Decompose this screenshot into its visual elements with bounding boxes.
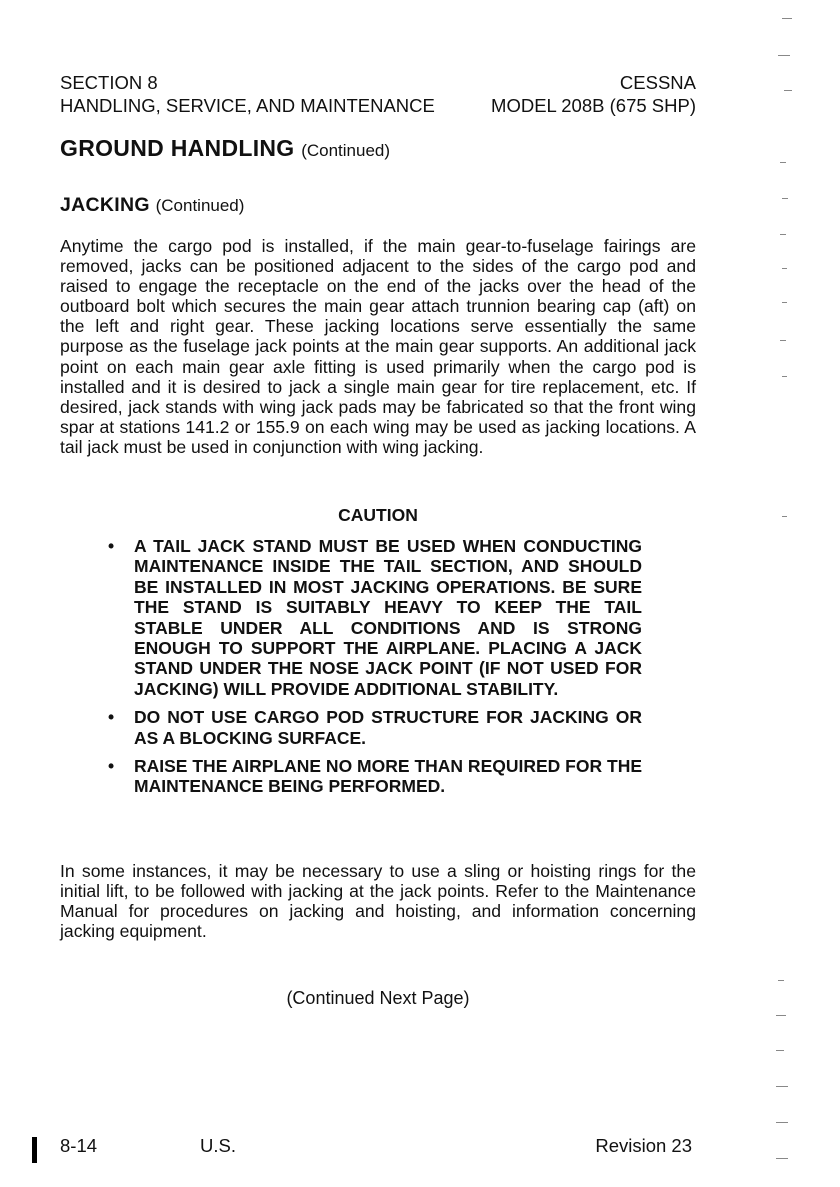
scan-mark <box>780 340 786 341</box>
caution-item-text: A TAIL JACK STAND MUST BE USED WHEN CONDUCTING MAINTENANCE INSIDE THE TAIL SECTION, AND SHOULD BE INSTALLED IN MOST JACKING OPERATIONS. BE SURE THE STAND IS SUITABLY HEAVY TO KEEP THE TAIL STABLE UNDER ALL CONDITIONS AND IS STRONG ENOUGH TO SUPPORT THE AIRPLANE. PLACING A JACK STAND UNDER THE NOSE JACK POINT (IF NOT USED FOR JACKING) WILL PROVIDE ADDITIONAL STABILITY. <box>134 536 642 699</box>
section-label: SECTION 8 <box>60 72 158 93</box>
continued-next-page: (Continued Next Page) <box>286 988 470 1008</box>
scan-mark <box>776 1086 788 1087</box>
brand-label: CESSNA <box>619 72 696 93</box>
section-heading <box>60 194 244 217</box>
scan-mark <box>780 162 786 163</box>
bullet-icon: • <box>108 756 115 777</box>
scan-mark <box>780 234 786 235</box>
caution-item <box>106 756 642 797</box>
revision-label: Revision 23 <box>595 1135 692 1156</box>
scan-mark <box>782 18 792 19</box>
section-heading-main: JACKING <box>60 194 150 216</box>
section-heading-continued: (Continued) <box>155 196 245 215</box>
scan-mark <box>782 376 787 377</box>
page-number: 8-14 <box>60 1135 98 1156</box>
scan-mark <box>782 516 787 517</box>
caution-list <box>106 536 642 805</box>
scan-mark <box>782 198 788 199</box>
scan-mark <box>776 1122 788 1123</box>
scan-mark <box>782 268 787 269</box>
scan-margin-artifacts <box>770 0 800 1187</box>
running-header-line-2 <box>60 95 696 117</box>
page-title-continued: (Continued) <box>301 141 391 160</box>
caution-item <box>106 536 642 699</box>
page-title-main: GROUND HANDLING <box>60 135 295 161</box>
scan-mark <box>782 302 787 303</box>
caution-item-text: RAISE THE AIRPLANE NO MORE THAN REQUIRED FOR THE MAINTENANCE BEING PERFORMED. <box>134 756 642 797</box>
bullet-icon: • <box>108 707 115 728</box>
body-paragraph-jacking: Anytime the cargo pod is installed, if the main gear-to-fuselage fairings are removed, jacks can be positioned adjacent to the sides of the cargo pod and raised to engage the receptacle on the end of the jacks over the head of the outboard bolt which secures the main gear attach trunnion bearing cap (aft) on the left and right gear. These jacking locations serve essentially the same purpose as the fuselage jack points at the main gear supports. An additional jack point on each main gear axle fitting is used primarily when the cargo pod is installed and it is desired to jack a single main gear for tire replacement, etc. If desired, jack stands with wing jack pads may be fabricated so that the front wing spar at stations 141.2 or 155.9 on each wing may be used as jacking locations. A tail jack must be used in conjunction with wing jacking. <box>60 236 696 457</box>
edition-label: U.S. <box>200 1135 236 1156</box>
caution-item-text: DO NOT USE CARGO POD STRUCTURE FOR JACKING OR AS A BLOCKING SURFACE. <box>134 707 642 748</box>
page-title <box>60 135 390 162</box>
subsection-label: HANDLING, SERVICE, AND MAINTENANCE <box>60 95 435 116</box>
body-paragraph-hoisting: In some instances, it may be necessary to use a sling or hoisting rings for the initial lift, to be followed with jacking at the jack points. Refer to the Maintenance Manual for procedures on jacking and hoisting, and information concerning jacking equipment. <box>60 861 696 942</box>
bullet-icon: • <box>108 536 115 556</box>
caution-heading: CAUTION <box>338 505 418 525</box>
model-label: MODEL 208B (675 SHP) <box>491 95 696 116</box>
scan-mark <box>776 1050 784 1051</box>
running-header-line-1 <box>60 72 696 94</box>
caution-item <box>106 707 642 748</box>
scan-mark <box>778 55 790 56</box>
revision-change-bar <box>32 1137 37 1163</box>
scan-mark <box>776 1015 786 1016</box>
page-footer <box>60 1135 696 1157</box>
scan-mark <box>776 1158 788 1159</box>
scan-mark <box>784 90 792 91</box>
scan-mark <box>778 980 784 981</box>
